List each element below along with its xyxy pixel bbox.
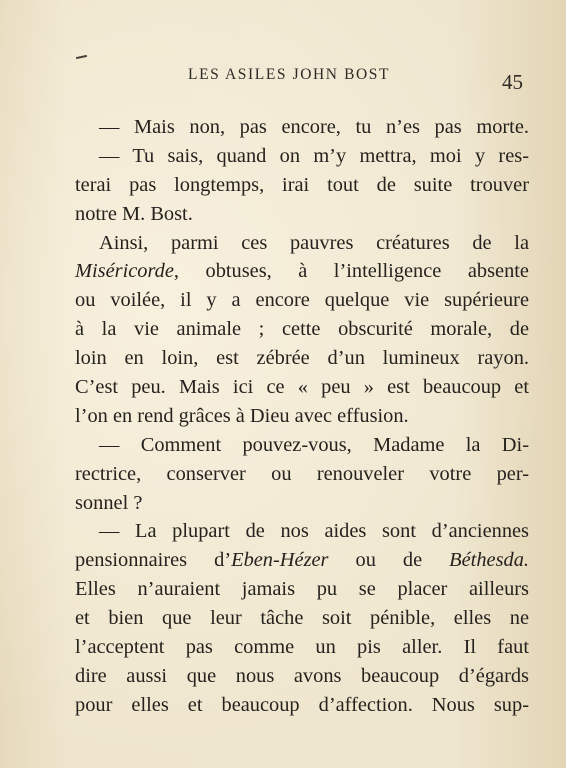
text-line: ou voilée, il y a encore quelque vie supérieure [75, 289, 529, 312]
page-number: 45 [502, 70, 523, 94]
text-line: Ainsi, parmi ces pauvres créatures de la [99, 231, 529, 254]
text-line: l’acceptent pas comme un pis aller. Il faut [75, 636, 529, 659]
text-line: rectrice, conserver ou renouveler votre per- [75, 462, 529, 485]
text-line [75, 546, 529, 575]
text-line: C’est peu. Mais ici ce « peu » est beaucoup et [75, 376, 529, 399]
text-line [75, 257, 529, 286]
text-line: sonnel ? [75, 491, 143, 514]
text-line: — Mais non, pas encore, tu n’es pas morte. [99, 116, 529, 138]
text-line: loin en loin, est zébrée d’un lumineux rayon. [75, 347, 529, 370]
text-line: à la vie animale ; cette obscurité morale, de [75, 318, 529, 341]
text-line: et bien que leur tâche soit pénible, elles ne [75, 607, 529, 630]
text-line: — Tu sais, quand on m’y mettra, moi y res- [99, 144, 529, 167]
text-line: — La plupart de nos aides sont d’anciennes [99, 520, 529, 543]
text-line: pour elles et beaucoup d’affection. Nous sup- [75, 693, 529, 716]
text-line: l’on en rend grâces à Dieu avec effusion. [75, 404, 409, 427]
italic-title: Eben-Hézer [231, 549, 329, 572]
text-line: — Comment pouvez-vous, Madame la Di- [99, 433, 529, 456]
printer-mark [76, 55, 87, 59]
text-fragment: , obtuses, à l’intelligence absente [173, 260, 529, 283]
text-line: terai pas longtemps, irai tout de suite trouver [75, 173, 529, 196]
text-line: dire aussi que nous avons beaucoup d’égards [75, 664, 529, 687]
text-fragment: pensionnaires d’ [75, 549, 232, 572]
italic-title: Béthesda. [449, 549, 529, 572]
text-line: Elles n’auraient jamais pu se placer ailleurs [75, 578, 529, 601]
text-line: notre M. Bost. [75, 202, 193, 225]
body-text [75, 113, 529, 720]
running-header: LES ASILES JOHN BOST [188, 66, 391, 83]
text-fragment: ou de [328, 549, 450, 572]
italic-title: Miséricorde [75, 260, 174, 283]
